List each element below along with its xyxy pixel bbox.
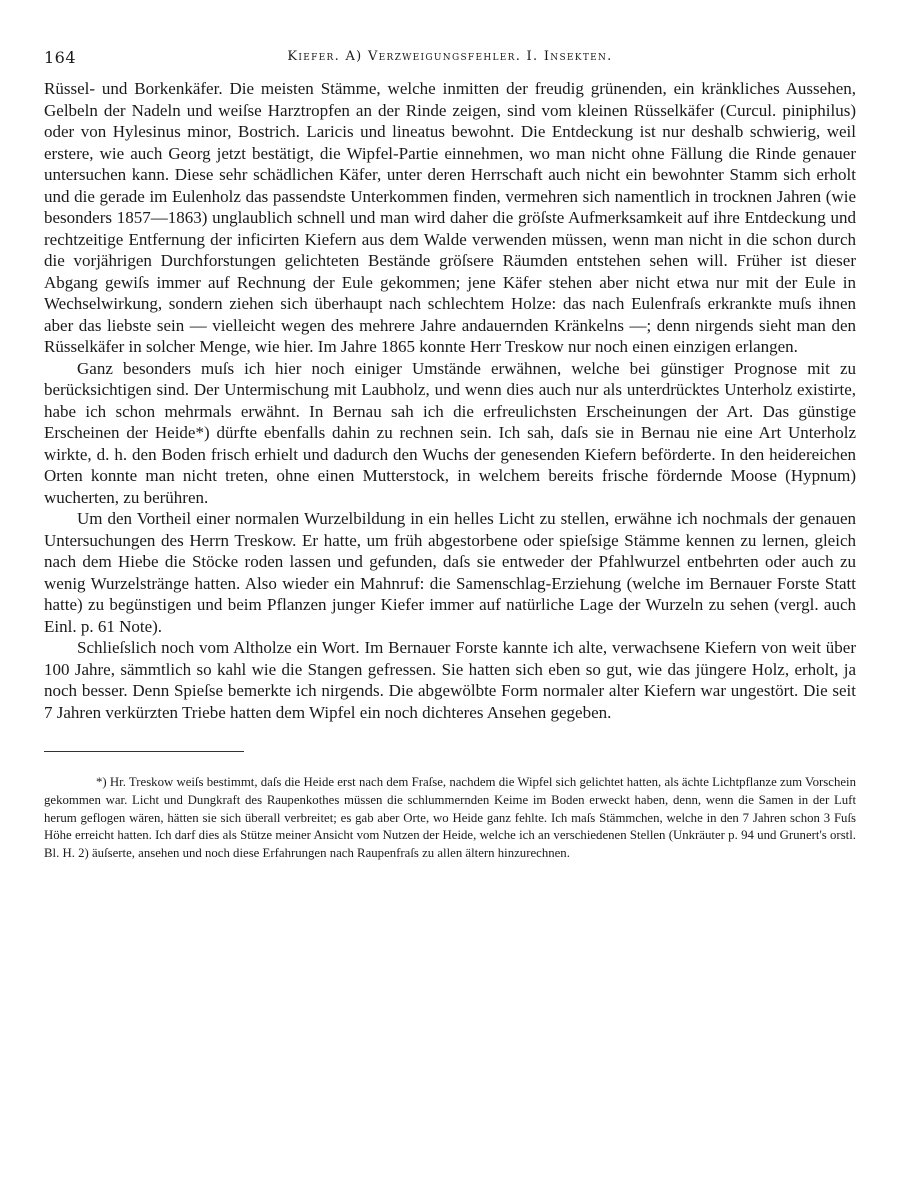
- paragraph-2: Ganz besonders muſs ich hier noch einiger Umstände erwähnen, welche bei günstiger Prognose mit zu berücksichtigen sind. Der Untermischung mit Laubholz, und wenn dies auch nur als unterdrücktes Unterholz existirte, habe ich schon mehrmals erwähnt. In Bernau sah ich die erfreulichsten Erscheinungen der Art. Das günstige Erscheinen der Heide*) dürfte ebenfalls dahin zu rechnen sein. Ich sah, daſs sie in Bernau nie eine Art Unterholz wirkte, d. h. den Boden frisch erhielt und dadurch den Wuchs der genesenden Kiefern beförderte. In den heidereichen Orten konnte man nicht treten, ohne einen Mutterstock, in welchem bereits frische fördernde Moose (Hypnum) wucherten, zu berühren.: [44, 358, 856, 507]
- paragraph-3: Um den Vortheil einer normalen Wurzelbildung in ein helles Licht zu stellen, erwähne ich nochmals der genauen Untersuchungen des Herrn Treskow. Er hatte, um früh abgestorbene oder spieſsige Stämme kennen zu lernen, gleich nach dem Hiebe die Stöcke roden lassen und gefunden, daſs sie entweder der Pfahlwurzel entbehrten oder auch zu wenig Wurzelstränge hatten. Also wieder ein Mahnruf: die Samenschlag-Erziehung (welche im Bernauer Forste Statt hatte) zu begünstigen und beim Pflanzen junger Kiefer immer auf natürliche Lage der Wurzeln zu sehen (vergl. auch Einl. p. 61 Note).: [44, 509, 856, 636]
- book-page: [44, 44, 856, 1174]
- running-head: Kiefer. A) Verzweigungsfehler. I. Insekten.: [287, 49, 613, 64]
- page-header: [44, 44, 856, 70]
- body-text: [44, 78, 856, 723]
- page-number: 164: [44, 48, 77, 67]
- footnote-divider: [44, 751, 244, 752]
- paragraph-1: Rüssel- und Borkenkäfer. Die meisten Stämme, welche inmitten der freudig grünenden, ein kränkliches Aussehen, Gelbeln der Nadeln und weiſse Harztropfen an der Rinde zeigen, sind vom kleinen Rüsselkäfer (Curcul. piniphilus) oder von Hylesinus minor, Bostrich. Laricis und lineatus bewohnt. Die Entdeckung ist nur deshalb schwierig, weil erstere, wie auch Georg jetzt bestätigt, die Wipfel-Partie einnehmen, wo man nicht ohne Fällung die Rinde genauer untersuchen kann. Diese sehr schädlichen Käfer, unter deren Herrschaft auch nicht ein bewohnter Stamm sich erholt und die gerade im Eulenholz das passendste Unterkommen finden, vermehren sich namentlich in trocknen Jahren (wie besonders 1857—1863) unglaublich schnell und man wird daher die gröſste Aufmerksamkeit auf ihre Entdeckung und rechtzeitige Entfernung der inficirten Kiefern aus dem Walde verwenden müssen, wenn man nicht in die schon durch die vorjährigen Durchforstungen gelichteten Bestände gröſsere Räumden entstehen sehen will. Früher ist dieser Abgang gewiſs immer auf Rechnung der Eule gekommen; jene Käfer stehen aber nicht etwa nur mit der Eule in Wechselwirkung, sondern ziehen sich überhaupt nach schlechtem Holze: das nach Eulenfraſs erkrankte muſs ihnen aber das liebste sein — vielleicht wegen des mehrere Jahre andauernden Kränkelns —; denn nirgends sieht man den Rüsselkäfer in solcher Menge, wie hier. Im Jahre 1865 konnte Herr Treskow nur noch einen einzigen erlangen.: [44, 79, 856, 356]
- paragraph-4: Schlieſslich noch vom Altholze ein Wort. Im Bernauer Forste kannte ich alte, verwachsene Kiefern von weit über 100 Jahre, sämmtlich so kahl wie die Stangen gefressen. Sie hatten sich eben so gut, wie das jüngere Holz, erholt, ja noch besser. Denn Spieſse bemerkte ich nirgends. Die abgewölbte Form normaler alter Kiefern war ungestört. Die seit 7 Jahren verkürzten Triebe hatten dem Wipfel ein noch dichteres Ansehen gegeben.: [44, 638, 856, 722]
- footnote: *) Hr. Treskow weiſs bestimmt, daſs die Heide erst nach dem Fraſse, nachdem die Wipfel sich gelichtet hatten, als ächte Lichtpflanze zum Vorschein gekommen war. Licht und Dungkraft des Raupenkothes müssen die schlummernden Keime im Boden erweckt haben, denn, wenn die Samen in der Luft herum geflogen wären, hätten sie sich überall verbreitet; es gab aber Orte, wo Heide ganz fehlte. Ich maſs Stämmchen, welche in den 7 Jahren schon 3 Fuſs Höhe erreicht hatten. Ich darf dies als Stütze meiner Ansicht vom Nutzen der Heide, welche ich an verschiedenen Stellen (Unkräuter p. 94 und Grunert's orstl. Bl. H. 2) äuſserte, ansehen und noch diese Erfahrungen nach Raupenfraſs zu allen ältern hinzurechnen.: [44, 775, 856, 861]
